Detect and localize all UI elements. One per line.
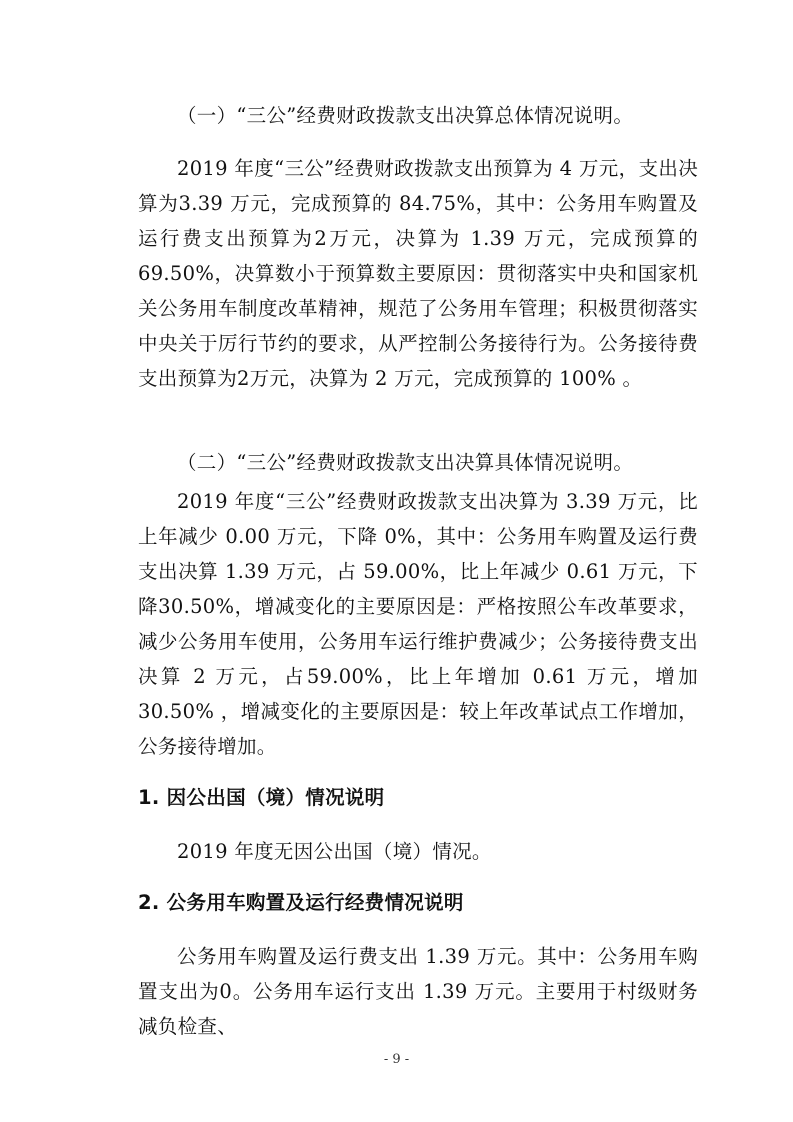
item-2-heading: 2. 公务用车购置及运行经费情况说明 (138, 891, 464, 914)
section-2-heading: （二）“三公”经费财政拨款支出决算具体情况说明。 (177, 451, 634, 474)
item-1-heading: 1. 因公出国（境）情况说明 (138, 786, 385, 809)
section-1-paragraph: 2019 年度“三公”经费财政拨款支出预算为 4 万元，支出决算为3.39 万元，完成预算的 84.75%，其中：公务用车购置及运行费支出预算为2万元，决算为 1.39 万元，完成预算的 69.50%，决算数小于预算数主要原因：贯彻落实中央和国家机关公务用车制度改革精神，规范了公务用车管理；积极贯彻落实中央关于厉行节约的要求，从严控制公务接待行为。公务接待费支出预算为2万元，决算为 2 万元，完成预算的 100% 。 (138, 157, 698, 390)
section-2-paragraph: 2019 年度“三公”经费财政拨款支出决算为 3.39 万元，比上年减少 0.00 万元，下降 0%，其中：公务用车购置及运行费支出决算 1.39 万元，占 59.00%，比上年减少 0.61 万元，下降30.50%，增减变化的主要原因是：严格按照公车改革要求，减少公务用车使用，公务用车运行维护费减少；公务接待费支出决算 2 万元，占59.00%，比上年增加 0.61 万元，增加30.50% ，增减变化的主要原因是：较上年改革试点工作增加，公务接待增加。 (138, 490, 698, 758)
item-2-paragraph: 公务用车购置及运行费支出 1.39 万元。其中：公务用车购置支出为0。公务用车运行支出 1.39 万元。主要用于村级财务减负检查、 (138, 945, 698, 1038)
section-1-heading: （一）“三公”经费财政拨款支出决算总体情况说明。 (177, 104, 634, 127)
item-1-paragraph: 2019 年度无因公出国（境）情况。 (177, 840, 492, 863)
page-number: - 9 - (383, 1052, 410, 1067)
